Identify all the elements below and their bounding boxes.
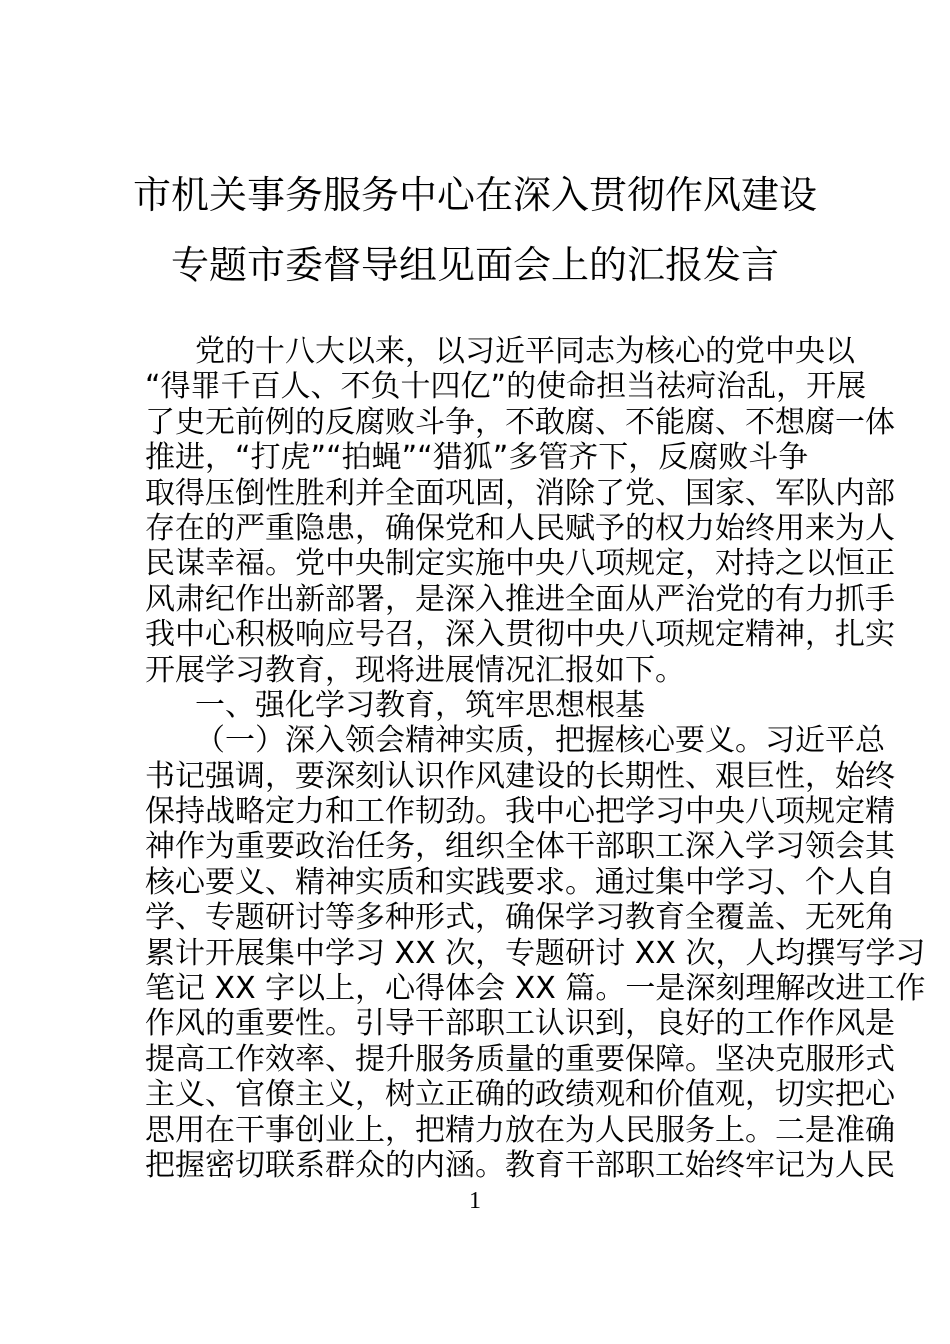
text-line: 学、专题研讨等多种形式，确保学习教育全覆盖、无死角 [145,900,895,936]
text-line: 核心要义、精神实质和实践要求。通过集中学习、个人自 [145,864,895,900]
text-line: 提高工作效率、提升服务质量的重要保障。坚决克服形式 [145,1041,895,1077]
text-line: 笔记 XX 字以上，心得体会 XX 篇。一是深刻理解改进工作 [145,971,926,1007]
text-line: 取得压倒性胜利并全面巩固，消除了党、国家、军队内部 [145,475,895,511]
text-line: “得罪千百人、不负十四亿”的使命担当祛疴治乱，开展 [145,369,867,405]
text-line: 思用在干事创业上，把精力放在为人民服务上。二是准确 [145,1112,895,1148]
text-line: 我中心积极响应号召，深入贯彻中央八项规定精神，扎实 [145,617,895,653]
text-line: 累计开展集中学习 XX 次，专题研讨 XX 次，人均撰写学习 [145,935,926,971]
text-line: 主义、官僚主义，树立正确的政绩观和价值观，切实把心 [145,1077,895,1113]
text-line: 把握密切联系群众的内涵。教育干部职工始终牢记为人民 [145,1147,895,1183]
text-line: 神作为重要政治任务，组织全体干部职工深入学习领会其 [145,829,895,865]
text-line: 书记强调，要深刻认识作风建设的长期性、艰巨性，始终 [145,758,895,794]
text-line: 开展学习教育，现将进展情况汇报如下。 [145,652,685,688]
text-line: （一）深入领会精神实质，把握核心要义。习近平总 [195,723,885,759]
page-number: 1 [469,1188,481,1214]
text-line: 党的十八大以来，以习近平同志为核心的党中央以 [195,334,855,369]
text-line: 保持战略定力和工作韧劲。我中心把学习中央八项规定精 [145,794,895,830]
document-body [145,334,926,1183]
text-line: 作风的重要性。引导干部职工认识到，良好的工作作风是 [145,1006,895,1042]
text-line: 推进，“打虎”“拍蝇”“猎狐”多管齐下，反腐败斗争 [145,440,809,476]
text-line: 了史无前例的反腐败斗争，不敢腐、不能腐、不想腐一体 [145,404,895,440]
text-line: 风肃纪作出新部署，是深入推进全面从严治党的有力抓手 [145,581,895,617]
document-title-line-1: 市机关事务服务中心在深入贯彻作风建设 [132,173,817,217]
text-line: 民谋幸福。党中央制定实施中央八项规定，对持之以恒正 [145,546,895,582]
text-line: 存在的严重隐患，确保党和人民赋予的权力始终用来为人 [145,510,895,546]
section-heading: 一、强化学习教育，筑牢思想根基 [195,687,645,723]
document-title-line-2: 专题市委督导组见面会上的汇报发言 [170,243,779,287]
